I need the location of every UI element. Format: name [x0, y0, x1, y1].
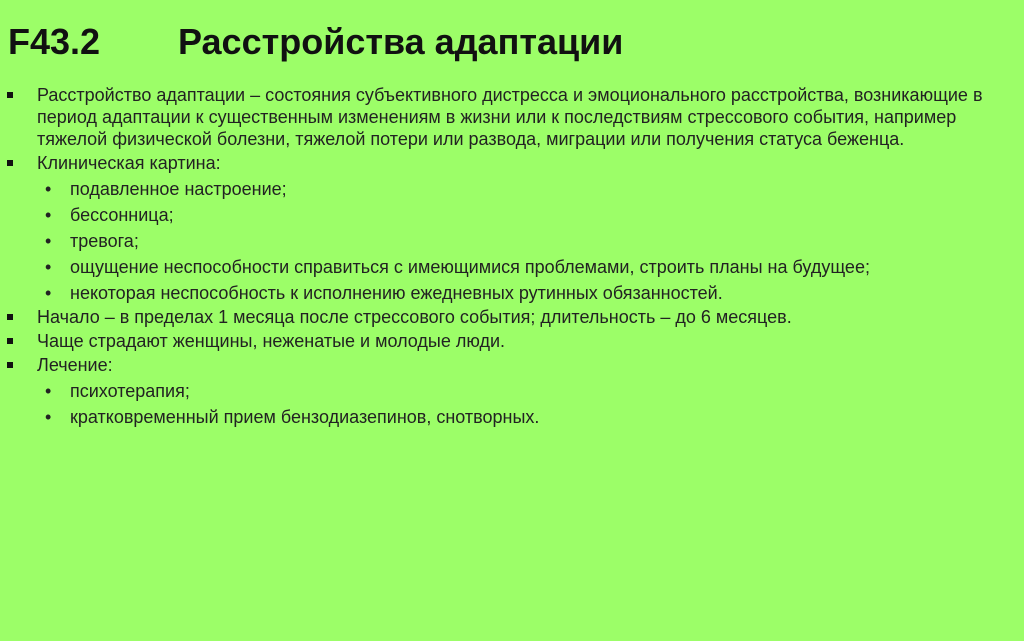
sub-list-item	[0, 406, 1010, 428]
list-item	[0, 330, 1010, 352]
sub-item-text: психотерапия;	[70, 381, 190, 401]
sub-item-text: тревога;	[70, 231, 139, 251]
sub-item-text: ощущение неспособности справиться с имеющимися проблемами, строить планы на будущее;	[70, 257, 870, 277]
bullet-list	[0, 84, 1010, 430]
list-item	[0, 84, 1010, 150]
sub-item-text: подавленное настроение;	[70, 179, 287, 199]
list-item	[0, 306, 1010, 328]
sub-list-item	[0, 256, 1010, 278]
dot-bullet-icon: •	[45, 381, 52, 401]
square-bullet-icon	[7, 92, 13, 98]
sub-list-item	[0, 230, 1010, 252]
dot-bullet-icon: •	[45, 257, 52, 277]
sub-item-text: бессонница;	[70, 205, 174, 225]
square-bullet-icon	[7, 338, 13, 344]
sub-list-item	[0, 282, 1010, 304]
dot-bullet-icon: •	[45, 205, 52, 225]
dot-bullet-icon: •	[45, 283, 52, 303]
title-code: F43.2	[8, 21, 101, 62]
slide-title	[8, 18, 623, 66]
sub-item-text: некоторая неспособность к исполнению ежедневных рутинных обязанностей.	[70, 283, 723, 303]
title-text: Расстройства адаптации	[178, 21, 624, 62]
sub-list-item	[0, 380, 1010, 402]
sublist-treatment	[0, 380, 1010, 428]
sub-list-item	[0, 178, 1010, 200]
item-text: Начало – в пределах 1 месяца после стрессового события; длительность – до 6 месяцев.	[37, 307, 792, 327]
square-bullet-icon	[7, 314, 13, 320]
sublist-clinical	[0, 178, 1010, 304]
item-text: Чаще страдают женщины, неженатые и молодые люди.	[37, 331, 506, 351]
item-text: Расстройство адаптации – состояния субъективного дистресса и эмоционального расстройства, возникающие в период адаптации к существенным изменениям в жизни или к последствиям стрессового события, например тяжелой физической болезни, тяжелой потери или развода, миграции или получения статуса беженца.	[37, 85, 983, 149]
dot-bullet-icon: •	[45, 231, 52, 251]
item-text: Клиническая картина:	[37, 153, 221, 173]
dot-bullet-icon: •	[45, 407, 52, 427]
item-text: Лечение:	[37, 355, 113, 375]
sub-list-item	[0, 204, 1010, 226]
square-bullet-icon	[7, 362, 13, 368]
sub-item-text: кратковременный прием бензодиазепинов, снотворных.	[70, 407, 540, 427]
list-item	[0, 354, 1010, 376]
list-item	[0, 152, 1010, 174]
dot-bullet-icon: •	[45, 179, 52, 199]
square-bullet-icon	[7, 160, 13, 166]
